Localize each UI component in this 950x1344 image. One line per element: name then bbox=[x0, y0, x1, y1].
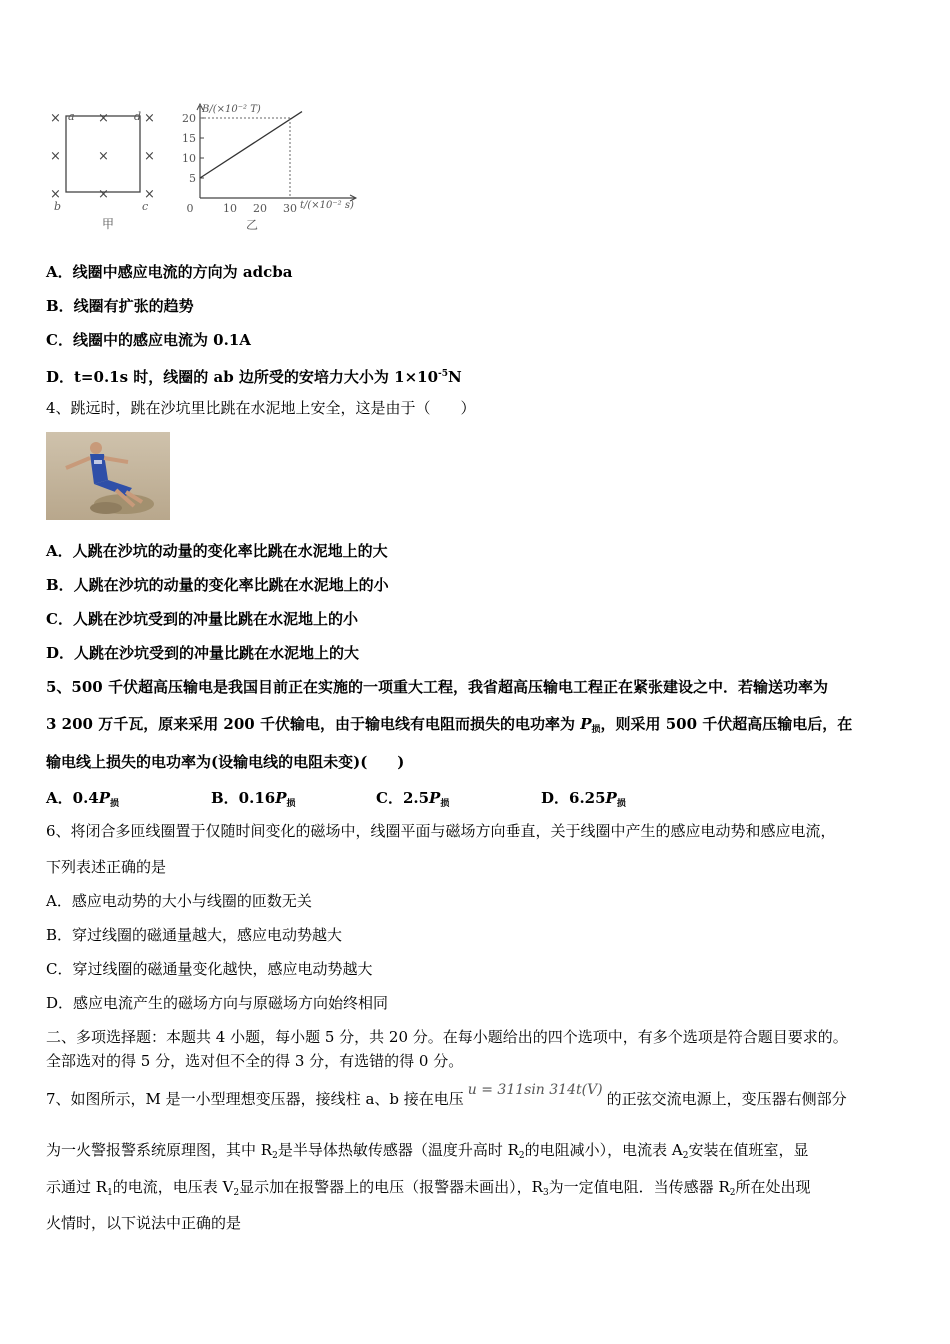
q3-option-b: B．线圈有扩张的趋势 bbox=[46, 297, 194, 315]
y-axis-label: B/(×10⁻² T) bbox=[202, 104, 261, 115]
q6-line-2: 下列表述正确的是 bbox=[46, 858, 167, 876]
label-d: d bbox=[134, 110, 142, 123]
x-tick-label: 0 bbox=[186, 202, 194, 215]
q6-option-c: C．穿过线圈的磁通量变化越快，感应电动势越大 bbox=[46, 960, 373, 978]
svg-text:×: × bbox=[50, 111, 61, 126]
q7-line-4: 火情时，以下说法中正确的是 bbox=[46, 1214, 242, 1232]
q5-option-b: B．$0.16P_损$ bbox=[211, 789, 296, 809]
section2-line-2: 全部选对的得 5 分，选对但不全的得 3 分，有选错的得 0 分。 bbox=[46, 1052, 464, 1070]
label-c: c bbox=[142, 200, 149, 213]
svg-text:×: × bbox=[50, 187, 61, 202]
svg-text:×: × bbox=[50, 149, 61, 164]
svg-text:×: × bbox=[144, 149, 155, 164]
y-tick-label: 20 bbox=[182, 112, 196, 125]
x-tick-label: 10 bbox=[223, 202, 237, 215]
q7-line-2: 为一火警报警系统原理图，其中 $R_2$是半导体热敏传感器（温度升高时 $R_2$的电阻减小），电流表 $A_2$安装在值班室，显 bbox=[46, 1141, 809, 1161]
y-tick-label: 10 bbox=[182, 152, 196, 165]
q7-line-3: 示通过 $R_1$的电流，电压表 $V_2$显示加在报警器上的电压（报警器未画出），$R_3$为一定值电阻．当传感器 $R_2$所在处出现 bbox=[46, 1178, 811, 1198]
q3-option-c: C．线圈中的感应电流为 0.1A bbox=[46, 331, 251, 349]
svg-text:×: × bbox=[98, 111, 109, 126]
q5-line-2: 3 200 万千瓦，原来采用 200 千伏输电，由于输电线有电阻而损失的电功率为 $P_损$，则采用 500 千伏超高压输电后，在 bbox=[46, 715, 853, 735]
b-t-line bbox=[200, 112, 302, 178]
q4-option-c: C．人跳在沙坑受到的冲量比跳在水泥地上的小 bbox=[46, 610, 358, 628]
long-jump-photo bbox=[46, 432, 170, 520]
svg-text:×: × bbox=[144, 111, 155, 126]
q6-option-b: B．穿过线圈的磁通量越大，感应电动势越大 bbox=[46, 926, 343, 944]
label-b: b bbox=[54, 200, 62, 213]
q4-option-b: B．人跳在沙坑的动量的变化率比跳在水泥地上的小 bbox=[46, 576, 389, 594]
q5-line-3: 输电线上损失的电功率为(设输电线的电阻未变)( ) bbox=[46, 753, 405, 771]
x-tick-label: 30 bbox=[283, 202, 297, 215]
label-a: a bbox=[68, 110, 75, 123]
y-tick-label: 15 bbox=[182, 132, 196, 145]
q4-stem: 4、跳远时，跳在沙坑里比跳在水泥地上安全，这是由于（ ） bbox=[46, 399, 476, 417]
x-axis-label: t/(×10⁻² s) bbox=[300, 200, 354, 211]
q5-option-d: D．$6.25P_损$ bbox=[541, 789, 626, 809]
q5-line-1: 5、500 千伏超高压输电是我国目前正在实施的一项重大工程，我省超高压输电工程正在紧张建设之中．若输送功率为 bbox=[46, 678, 828, 696]
q3-option-a: A．线圈中感应电流的方向为 adcba bbox=[46, 263, 293, 281]
b-t-graph bbox=[170, 98, 370, 236]
section2-line-1: 二、多项选择题：本题共 4 小题，每小题 5 分，共 20 分。在每小题给出的四个选项中，有多个选项是符合题目要求的。 bbox=[46, 1028, 848, 1046]
q3-option-d: D．t=0.1s 时，线圈的 ab 边所受的安培力大小为 $1\times 10^{-5}N$ bbox=[46, 368, 462, 386]
q5-option-a: A．$0.4P_损$ bbox=[46, 789, 120, 809]
q4-option-d: D．人跳在沙坑受到的冲量比跳在水泥地上的大 bbox=[46, 644, 360, 662]
q4-option-a: A．人跳在沙坑的动量的变化率比跳在水泥地上的大 bbox=[46, 542, 388, 560]
caption-yi: 乙 bbox=[246, 218, 259, 232]
svg-text:×: × bbox=[144, 187, 155, 202]
caption-jia: 甲 bbox=[102, 217, 115, 231]
q6-line-1: 6、将闭合多匝线圈置于仅随时间变化的磁场中，线圈平面与磁场方向垂直，关于线圈中产生的感应电动势和感应电流， bbox=[46, 822, 836, 840]
q6-option-d: D．感应电流产生的磁场方向与原磁场方向始终相同 bbox=[46, 994, 389, 1012]
q7-line-1: 7、如图所示，M 是一小型理想变压器，接线柱 a、b 接在电压 u = 311sin 314t(V) 的正弦交流电源上，变压器右侧部分 bbox=[46, 1082, 847, 1108]
svg-text:×: × bbox=[98, 149, 109, 164]
coil-frame-figure bbox=[46, 104, 166, 232]
voltage-formula: u = 311sin 314t(V) bbox=[467, 1082, 603, 1098]
svg-text:×: × bbox=[98, 187, 109, 202]
x-tick-label: 20 bbox=[253, 202, 267, 215]
q5-option-c: C．$2.5P_损$ bbox=[376, 789, 450, 809]
q6-option-a: A．感应电动势的大小与线圈的匝数无关 bbox=[46, 892, 312, 910]
y-tick-label: 5 bbox=[189, 172, 196, 185]
